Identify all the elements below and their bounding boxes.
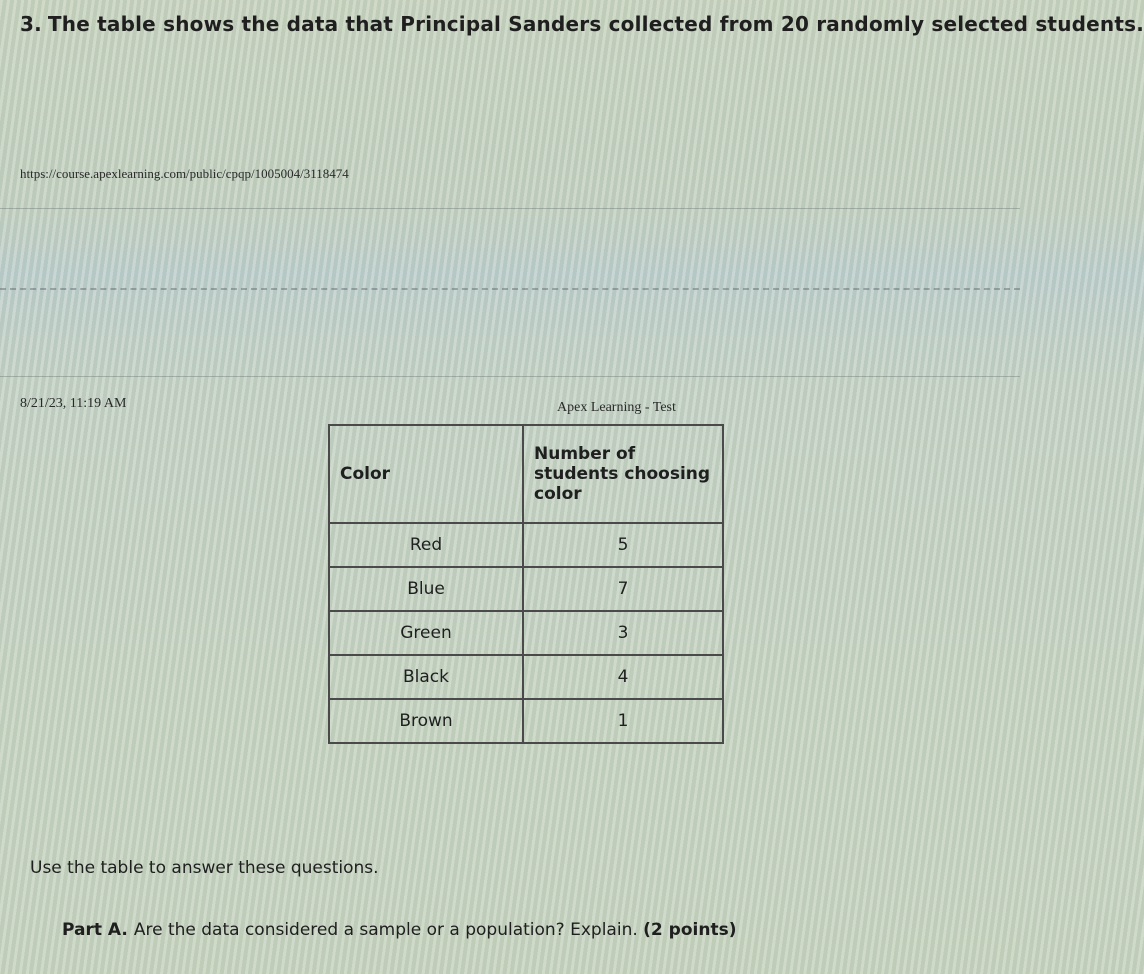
part-a-question (62, 920, 736, 940)
table-row (329, 523, 723, 567)
count-cell: 1 (523, 699, 723, 743)
page-break-divider (0, 288, 1020, 290)
table-row (329, 567, 723, 611)
part-a-label: Part A. (62, 920, 128, 940)
print-footer-url: https://course.apexlearning.com/public/cpqp/1005004/3118474 (20, 166, 349, 181)
column-header-color: Color (329, 425, 523, 523)
column-header-count: Number of students choosing color (523, 425, 723, 523)
page-divider (0, 376, 1020, 377)
page-divider (0, 208, 1020, 209)
table-row (329, 611, 723, 655)
print-timestamp: 8/21/23, 11:19 AM (20, 396, 127, 411)
question-number: 3. (20, 12, 42, 36)
table-row (329, 699, 723, 743)
color-cell: Red (329, 523, 523, 567)
count-cell: 5 (523, 523, 723, 567)
instructions-text: Use the table to answer these questions. (30, 858, 379, 878)
question-text: The table shows the data that Principal Sanders collected from 20 randomly selected students. (47, 12, 1144, 36)
count-cell: 4 (523, 655, 723, 699)
part-a-text: Are the data considered a sample or a population? Explain. (133, 920, 638, 940)
color-cell: Green (329, 611, 523, 655)
color-cell: Black (329, 655, 523, 699)
table-header-row (329, 425, 723, 523)
color-data-table (328, 424, 724, 744)
print-header-title: Apex Learning - Test (557, 400, 676, 415)
color-cell: Blue (329, 567, 523, 611)
table-row (329, 655, 723, 699)
count-cell: 3 (523, 611, 723, 655)
count-cell: 7 (523, 567, 723, 611)
part-a-points: (2 points) (643, 920, 737, 940)
question-title (20, 12, 1144, 36)
color-cell: Brown (329, 699, 523, 743)
